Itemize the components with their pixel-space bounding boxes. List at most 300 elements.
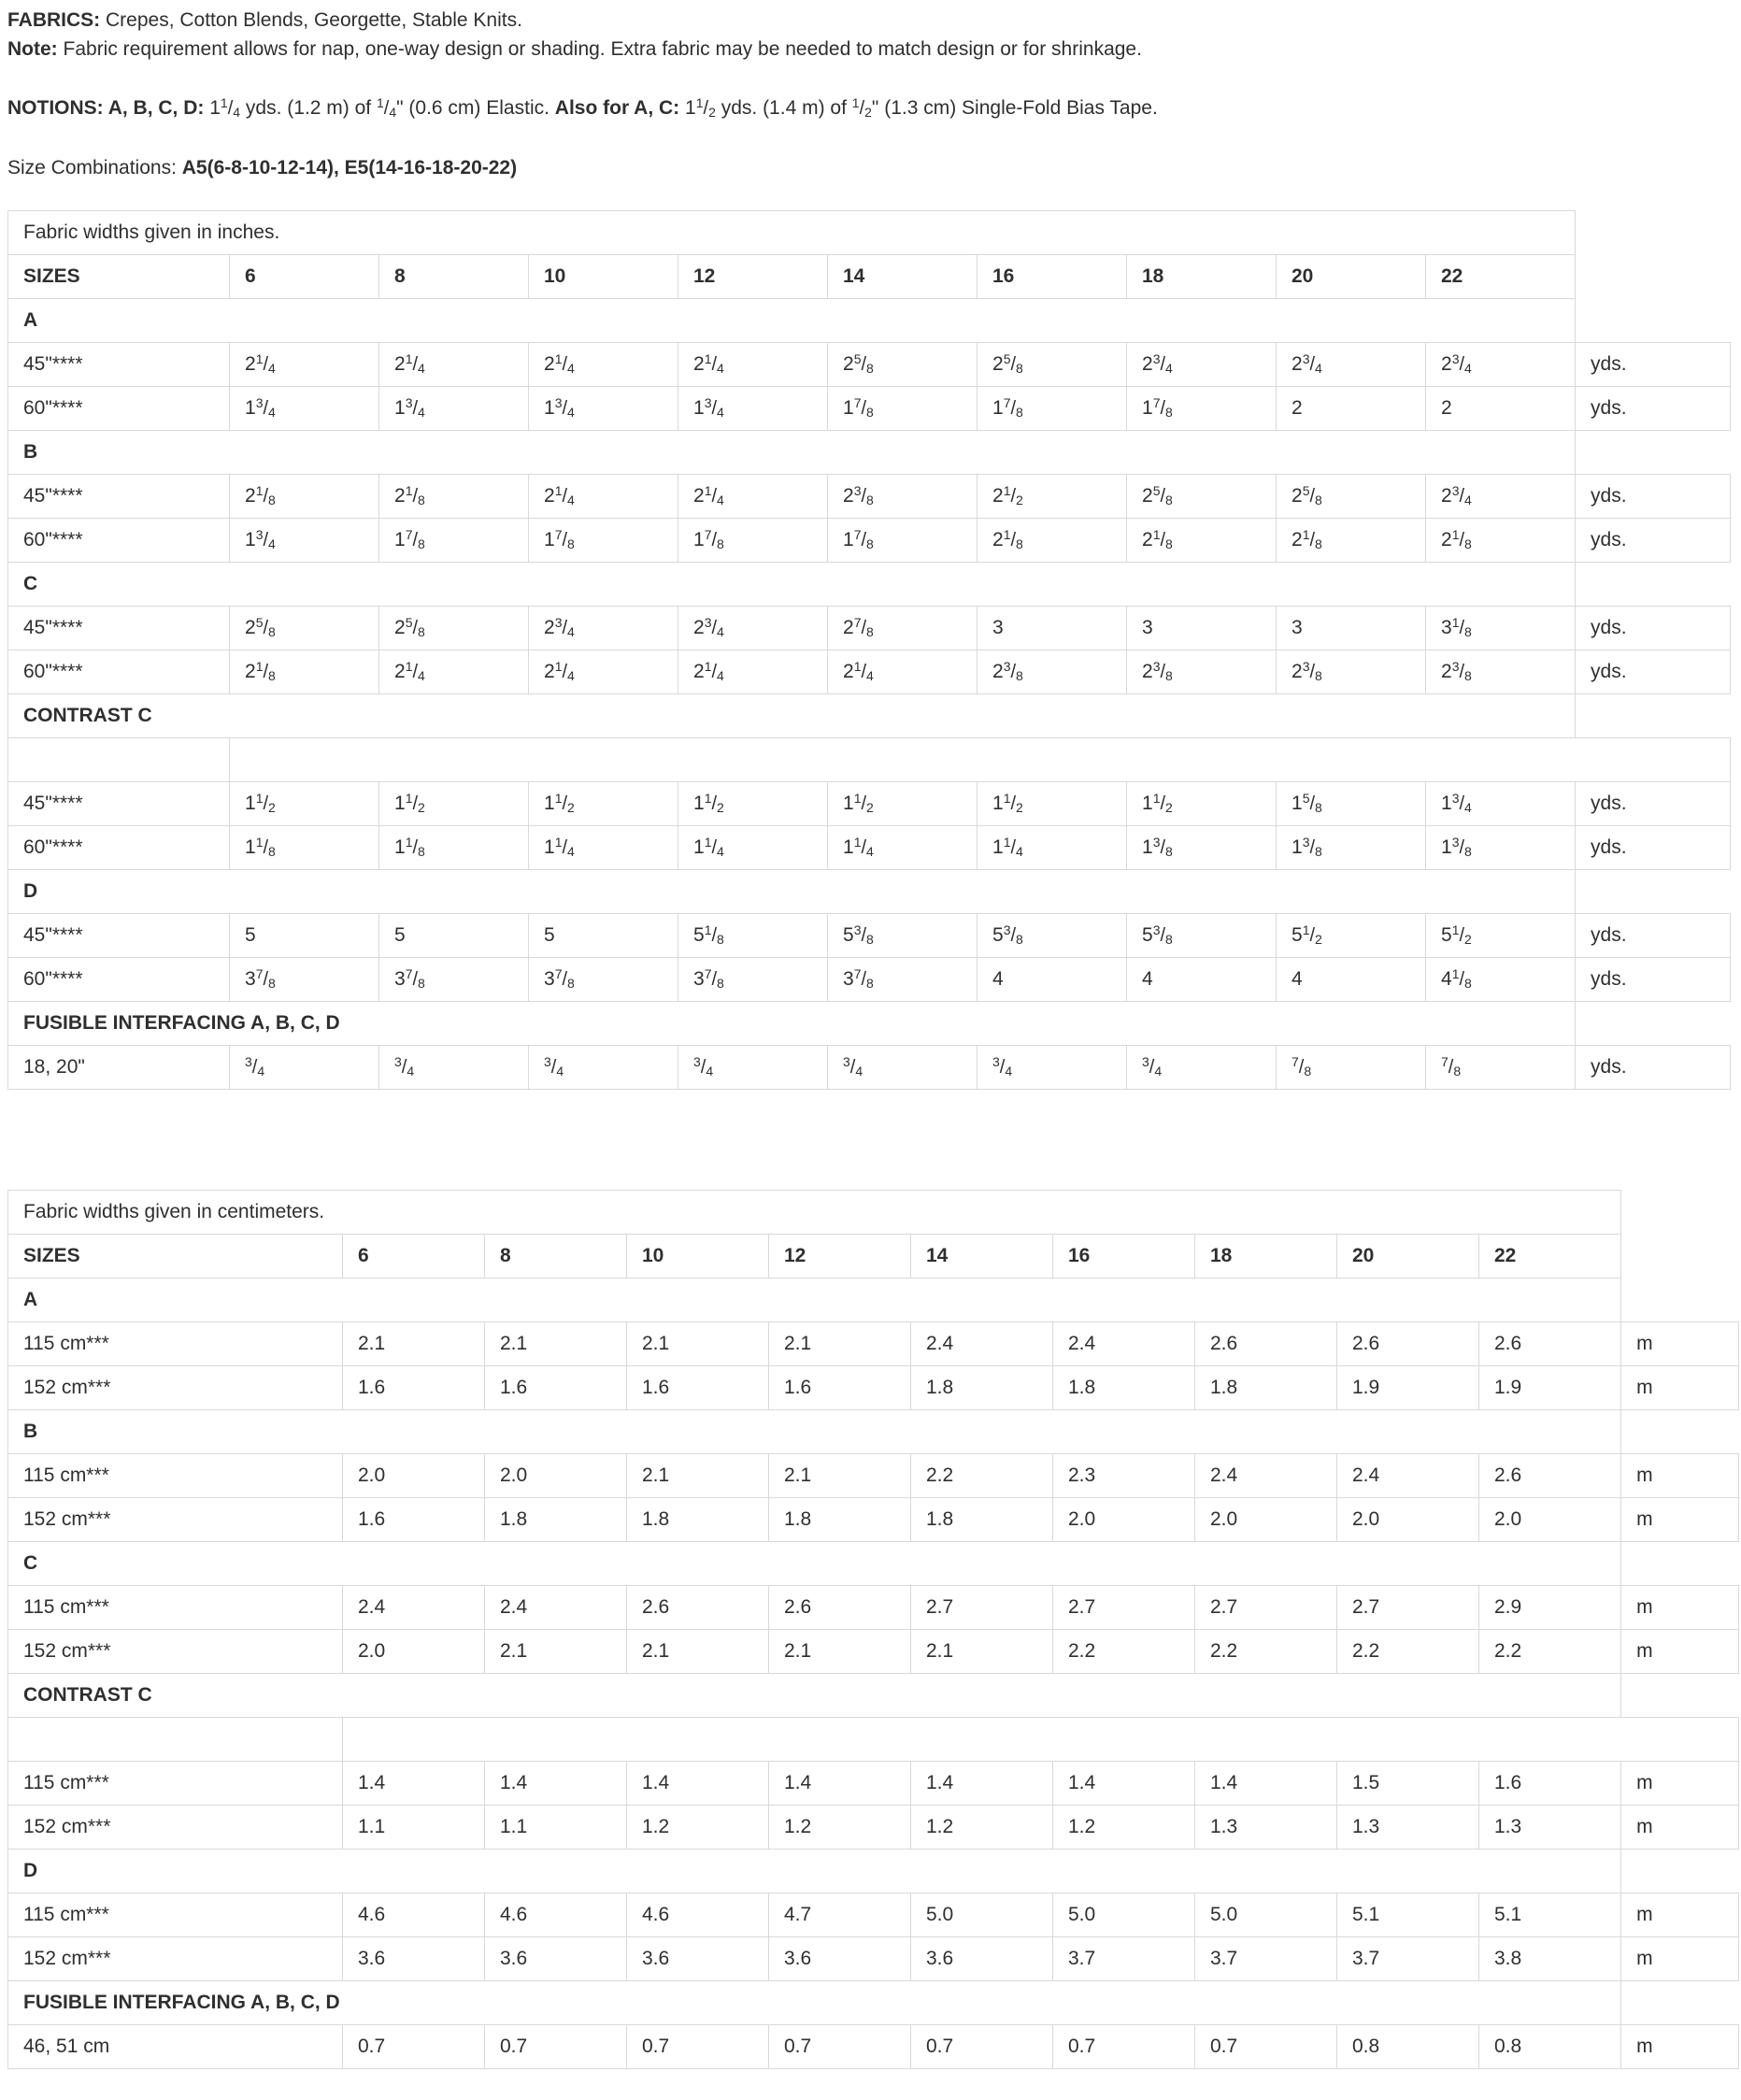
view-section-title: D: [8, 870, 1576, 914]
yardage-value: 2.4: [911, 1322, 1053, 1366]
unit-label: yds.: [1576, 826, 1731, 870]
yardage-value: $1^3/_4$: [529, 387, 678, 431]
yardage-value: 0.7: [769, 2025, 911, 2069]
fabric-width-row: [8, 343, 1731, 387]
fabric-width-label: 46, 51 cm: [8, 2025, 343, 2069]
view-section-row: [8, 1850, 1739, 1893]
yardage-value: $1^1/_2$: [678, 782, 828, 826]
view-section-title: B: [8, 431, 1576, 475]
yardage-value: 1.6: [485, 1366, 627, 1410]
yardage-value: 1.4: [343, 1762, 485, 1806]
yardage-value: 1.8: [911, 1498, 1053, 1542]
spacer-row: [8, 1718, 1739, 1762]
fabric-width-row: [8, 387, 1731, 431]
yardage-value: $1^1/_2$: [230, 782, 379, 826]
yardage-value: $2^7/_8$: [828, 607, 978, 650]
empty-cell: [1621, 1191, 1739, 1235]
yardage-value: 2: [1277, 387, 1426, 431]
yardage-value: $1^1/_2$: [828, 782, 978, 826]
empty-cell: [1621, 1235, 1739, 1279]
yardage-value: 1.3: [1337, 1806, 1479, 1850]
fabric-width-label: 60"****: [8, 650, 230, 694]
yardage-value: $1^7/_8$: [828, 519, 978, 563]
yardage-value: 4.7: [769, 1893, 911, 1937]
yardage-value: 0.8: [1479, 2025, 1621, 2069]
view-section-title: CONTRAST C: [8, 694, 1576, 738]
yardage-value: 3: [978, 607, 1127, 650]
empty-cell: [1621, 1674, 1739, 1718]
intro-text: [0, 0, 1741, 182]
yardage-value: $3^1/_8$: [1426, 607, 1576, 650]
fabric-width-label: 152 cm***: [8, 1630, 343, 1674]
yardage-value: $5^1/_8$: [678, 914, 828, 958]
spacer-cell: [343, 1718, 1739, 1762]
yardage-value: $2^3/_8$: [978, 650, 1127, 694]
yardage-value: $1^7/_8$: [678, 519, 828, 563]
yardage-value: $2^5/_8$: [230, 607, 379, 650]
yardage-value: 3.7: [1195, 1937, 1337, 1981]
yardage-value: 1.2: [911, 1806, 1053, 1850]
empty-cell: [1621, 1542, 1739, 1586]
yardage-value: $2^1/_8$: [230, 650, 379, 694]
yardage-value: 2.6: [1337, 1322, 1479, 1366]
yardage-value: $1^3/_4$: [379, 387, 529, 431]
size-header-cell: 22: [1479, 1235, 1621, 1279]
yardage-value: $2^1/_2$: [978, 475, 1127, 519]
yardage-value: $3^7/_8$: [678, 958, 828, 1002]
yardage-value: 3.8: [1479, 1937, 1621, 1981]
fabric-width-row: [8, 650, 1731, 694]
yardage-value: 2.7: [1195, 1586, 1337, 1630]
yardage-value: $1^3/_8$: [1127, 826, 1277, 870]
fabric-width-row: [8, 2025, 1739, 2069]
yardage-value: $1^3/_8$: [1426, 826, 1576, 870]
yardage-value: 1.8: [1053, 1366, 1195, 1410]
yardage-value: 3: [1127, 607, 1277, 650]
yardage-value: $^7/_8$: [1277, 1046, 1426, 1090]
sizes-header-row: [8, 1235, 1739, 1279]
spacer-cell: [8, 738, 230, 782]
yardage-value: 2.1: [627, 1454, 769, 1498]
unit-label: yds.: [1576, 1046, 1731, 1090]
empty-cell: [1621, 1981, 1739, 2025]
view-section-row: [8, 1410, 1739, 1454]
yardage-value: $1^1/_8$: [379, 826, 529, 870]
yardage-value: 2.7: [911, 1586, 1053, 1630]
yardage-value: 2.6: [769, 1586, 911, 1630]
size-header-cell: 14: [911, 1235, 1053, 1279]
yardage-value: $1^3/_4$: [1426, 782, 1576, 826]
yardage-value: 5.0: [911, 1893, 1053, 1937]
yardage-value: 0.7: [485, 2025, 627, 2069]
view-section-row: [8, 1981, 1739, 2025]
yardage-value: 1.4: [911, 1762, 1053, 1806]
also-size: " (1.3 cm) Single-Fold Bias Tape.: [871, 97, 1158, 119]
fabric-width-row: [8, 1762, 1739, 1806]
yardage-value: $2^1/_4$: [678, 650, 828, 694]
yardage-value: 2.1: [627, 1322, 769, 1366]
yardage-value: 3.6: [769, 1937, 911, 1981]
yardage-value: 2.0: [1337, 1498, 1479, 1542]
yardage-value: 1.9: [1479, 1366, 1621, 1410]
yardage-value: 2.1: [911, 1630, 1053, 1674]
view-section-title: FUSIBLE INTERFACING A, B, C, D: [8, 1981, 1621, 2025]
yardage-value: 2: [1426, 387, 1576, 431]
yardage-value: 2.0: [1479, 1498, 1621, 1542]
yardage-value: 5.1: [1479, 1893, 1621, 1937]
fabric-width-label: 115 cm***: [8, 1454, 343, 1498]
yardage-value: $^3/_4$: [1127, 1046, 1277, 1090]
yardage-value: $1^1/_4$: [828, 826, 978, 870]
fabric-width-row: [8, 1046, 1731, 1090]
empty-cell: [1576, 299, 1731, 343]
yardage-value: $1^1/_8$: [230, 826, 379, 870]
fabric-width-label: 45"****: [8, 782, 230, 826]
fabric-width-label: 60"****: [8, 519, 230, 563]
size-header-cell: 6: [230, 255, 379, 299]
fabric-width-label: 60"****: [8, 826, 230, 870]
note-text: Fabric requirement allows for nap, one-way design or shading. Extra fabric may be needed to match design or for shrinkage.: [57, 38, 1142, 60]
fabrics-label: FABRICS:: [7, 9, 101, 31]
yardage-value: $^3/_4$: [828, 1046, 978, 1090]
size-header-cell: 18: [1195, 1235, 1337, 1279]
also-label: Also for A, C:: [554, 97, 680, 119]
yardage-value: 5.1: [1337, 1893, 1479, 1937]
view-section-title: A: [8, 299, 1576, 343]
yardage-value: 1.9: [1337, 1366, 1479, 1410]
yardage-value: 1.6: [769, 1366, 911, 1410]
yardage-value: $2^5/_8$: [828, 343, 978, 387]
yardage-value: $2^3/_4$: [1426, 475, 1576, 519]
yardage-value: $2^1/_4$: [230, 343, 379, 387]
size-header-cell: 10: [627, 1235, 769, 1279]
fabric-width-label: 18, 20": [8, 1046, 230, 1090]
unit-label: yds.: [1576, 475, 1731, 519]
fabric-width-label: 152 cm***: [8, 1366, 343, 1410]
yardage-value: 4: [978, 958, 1127, 1002]
yardage-value: 2.6: [627, 1586, 769, 1630]
size-combinations-line: [7, 153, 1741, 182]
note-label: Note:: [7, 38, 58, 60]
yardage-value: $2^1/_4$: [379, 343, 529, 387]
fabric-width-label: 45"****: [8, 607, 230, 650]
yardage-value: 0.7: [911, 2025, 1053, 2069]
yardage-value: 1.6: [1479, 1762, 1621, 1806]
size-header-cell: 16: [1053, 1235, 1195, 1279]
fabric-width-label: 152 cm***: [8, 1498, 343, 1542]
yardage-value: 1.8: [627, 1498, 769, 1542]
yardage-value: 1.4: [769, 1762, 911, 1806]
yardage-value: $^3/_4$: [379, 1046, 529, 1090]
yardage-value: $2^1/_8$: [1277, 519, 1426, 563]
yardage-value: 2.7: [1053, 1586, 1195, 1630]
yardage-value: 2.0: [343, 1454, 485, 1498]
yardage-value: 3.6: [911, 1937, 1053, 1981]
view-section-row: [8, 431, 1731, 475]
yardage-value: 2.1: [485, 1322, 627, 1366]
yardage-value: $1^7/_8$: [529, 519, 678, 563]
yardage-value: $2^1/_8$: [978, 519, 1127, 563]
yardage-value: $4^1/_8$: [1426, 958, 1576, 1002]
yardage-value: 4.6: [627, 1893, 769, 1937]
yardage-value: 4.6: [485, 1893, 627, 1937]
yardage-value: 1.8: [911, 1366, 1053, 1410]
yardage-value: $1^1/_4$: [529, 826, 678, 870]
unit-label: m: [1621, 1454, 1739, 1498]
size-header-cell: 12: [678, 255, 828, 299]
note-line: [7, 35, 1741, 64]
yardage-value: $3^7/_8$: [230, 958, 379, 1002]
yardage-value: $2^5/_8$: [1277, 475, 1426, 519]
yardage-value: 0.7: [343, 2025, 485, 2069]
yardage-value: 2.4: [343, 1586, 485, 1630]
yardage-value: $1^1/_2$: [379, 782, 529, 826]
yardage-value: $1^1/_2$: [1127, 782, 1277, 826]
fabric-width-label: 60"****: [8, 387, 230, 431]
size-header-cell: 16: [978, 255, 1127, 299]
fabric-width-label: 115 cm***: [8, 1322, 343, 1366]
fabric-width-row: [8, 607, 1731, 650]
yardage-value: 5: [529, 914, 678, 958]
notions-line: NOTIONS: A, B, C, D: $1^1/_4$ yds. (1.2 m) of $^1/_4$" (0.6 cm) Elastic. Also for A, C: $1^1/_2$ yds. (1.4 m) of $^1/_2$" (1.3 cm) Single-Fold Bias Tape.: [7, 95, 1158, 120]
size-header-cell: 22: [1426, 255, 1576, 299]
size-header-cell: 18: [1127, 255, 1277, 299]
yardage-value: $5^1/_2$: [1277, 914, 1426, 958]
yardage-value: $2^5/_8$: [1127, 475, 1277, 519]
yardage-value: 1.4: [1053, 1762, 1195, 1806]
yardage-value: 2.1: [485, 1630, 627, 1674]
unit-label: m: [1621, 2025, 1739, 2069]
unit-label: yds.: [1576, 958, 1731, 1002]
fabric-width-row: [8, 1937, 1739, 1981]
view-section-row: [8, 870, 1731, 914]
notions-elastic-size: " (0.6 cm) Elastic.: [396, 97, 549, 119]
view-section-title: C: [8, 1542, 1621, 1586]
yardage-value: $2^1/_8$: [1127, 519, 1277, 563]
empty-cell: [1621, 1850, 1739, 1893]
fabric-width-row: [8, 1322, 1739, 1366]
yardage-value: $1^1/_4$: [978, 826, 1127, 870]
fabric-width-label: 115 cm***: [8, 1762, 343, 1806]
size-header-cell: 14: [828, 255, 978, 299]
unit-label: yds.: [1576, 607, 1731, 650]
size-combinations-label: Size Combinations:: [7, 157, 182, 179]
yardage-value: 5.0: [1195, 1893, 1337, 1937]
fabric-width-label: 152 cm***: [8, 1937, 343, 1981]
yardage-value: $2^3/_8$: [1277, 650, 1426, 694]
sizes-label: SIZES: [8, 1235, 343, 1279]
yardage-value: $1^1/_2$: [978, 782, 1127, 826]
yardage-value: 2.1: [769, 1322, 911, 1366]
empty-cell: [1576, 431, 1731, 475]
yardage-value: $2^1/_4$: [828, 650, 978, 694]
yardage-value: $2^1/_4$: [678, 475, 828, 519]
yardage-table-centimeters: [7, 1190, 1739, 2069]
yardage-value: 3.6: [343, 1937, 485, 1981]
fabric-width-label: 45"****: [8, 475, 230, 519]
yardage-value: $3^7/_8$: [379, 958, 529, 1002]
table-caption: Fabric widths given in centimeters.: [8, 1191, 1621, 1235]
fabric-width-row: [8, 475, 1731, 519]
fabric-width-row: [8, 1454, 1739, 1498]
yardage-value: 2.1: [769, 1630, 911, 1674]
fabric-width-label: 152 cm***: [8, 1806, 343, 1850]
fabric-width-row: [8, 1806, 1739, 1850]
unit-label: m: [1621, 1586, 1739, 1630]
yardage-value: $3^7/_8$: [828, 958, 978, 1002]
size-header-cell: 6: [343, 1235, 485, 1279]
unit-label: m: [1621, 1498, 1739, 1542]
yardage-value: $2^5/_8$: [379, 607, 529, 650]
yardage-value: 2.9: [1479, 1586, 1621, 1630]
yardage-value: $5^3/_8$: [1127, 914, 1277, 958]
yardage-value: 4.6: [343, 1893, 485, 1937]
yardage-value: $2^3/_4$: [529, 607, 678, 650]
size-combinations-value: A5(6-8-10-12-14), E5(14-16-18-20-22): [181, 157, 518, 179]
fabric-width-row: [8, 914, 1731, 958]
yardage-value: $2^5/_8$: [978, 343, 1127, 387]
yardage-value: $3^7/_8$: [529, 958, 678, 1002]
caption-row: [8, 211, 1731, 255]
sizes-label: SIZES: [8, 255, 230, 299]
yardage-value: $^3/_4$: [529, 1046, 678, 1090]
unit-label: m: [1621, 1322, 1739, 1366]
fabric-width-row: [8, 826, 1731, 870]
yardage-value: 3.6: [627, 1937, 769, 1981]
yardage-value: $1^7/_8$: [1127, 387, 1277, 431]
yardage-value: 2.4: [1053, 1322, 1195, 1366]
yardage-value: $1^1/_4$: [678, 826, 828, 870]
yardage-value: $1^3/_8$: [1277, 826, 1426, 870]
size-header-cell: 8: [379, 255, 529, 299]
empty-cell: [1576, 1002, 1731, 1046]
yardage-value: 2.4: [1195, 1454, 1337, 1498]
yardage-value: 5: [379, 914, 529, 958]
view-section-title: A: [8, 1279, 1621, 1322]
yardage-value: 2.2: [1337, 1630, 1479, 1674]
yardage-value: $2^3/_4$: [1277, 343, 1426, 387]
yardage-value: 2.2: [1479, 1630, 1621, 1674]
yardage-value: 1.6: [627, 1366, 769, 1410]
sizes-header-row: [8, 255, 1731, 299]
yardage-value: 0.7: [627, 2025, 769, 2069]
yardage-value: $2^1/_8$: [379, 475, 529, 519]
yardage-value: 1.8: [485, 1498, 627, 1542]
notions-label: NOTIONS: A, B, C, D:: [7, 97, 205, 119]
yardage-value: 2.6: [1479, 1322, 1621, 1366]
view-section-row: [8, 1279, 1739, 1322]
yardage-value: 2.6: [1479, 1454, 1621, 1498]
unit-label: yds.: [1576, 650, 1731, 694]
yardage-value: 2.0: [1195, 1498, 1337, 1542]
view-section-title: B: [8, 1410, 1621, 1454]
unit-label: m: [1621, 1806, 1739, 1850]
yardage-value: 0.8: [1337, 2025, 1479, 2069]
view-section-row: [8, 1002, 1731, 1046]
unit-label: m: [1621, 1762, 1739, 1806]
yardage-value: 1.1: [343, 1806, 485, 1850]
yardage-value: $1^7/_8$: [379, 519, 529, 563]
size-header-cell: 20: [1337, 1235, 1479, 1279]
yardage-value: 3.7: [1053, 1937, 1195, 1981]
yardage-value: $2^3/_4$: [678, 607, 828, 650]
yardage-table-inches: [7, 210, 1731, 1090]
fabric-width-row: [8, 958, 1731, 1002]
yardage-value: 1.3: [1195, 1806, 1337, 1850]
fabric-width-row: [8, 1586, 1739, 1630]
yardage-value: 2.2: [1195, 1630, 1337, 1674]
spacer-row: [8, 738, 1731, 782]
view-section-title: D: [8, 1850, 1621, 1893]
unit-label: m: [1621, 1630, 1739, 1674]
unit-label: yds.: [1576, 782, 1731, 826]
yardage-value: 2.2: [1053, 1630, 1195, 1674]
unit-label: yds.: [1576, 519, 1731, 563]
yardage-value: $2^1/_4$: [529, 343, 678, 387]
yardage-value: 1.6: [343, 1366, 485, 1410]
yardage-value: $^7/_8$: [1426, 1046, 1576, 1090]
yardage-value: $2^3/_8$: [828, 475, 978, 519]
fabric-width-row: [8, 1893, 1739, 1937]
empty-cell: [1621, 1279, 1739, 1322]
yardage-value: $5^3/_8$: [978, 914, 1127, 958]
unit-label: yds.: [1576, 343, 1731, 387]
caption-row: [8, 1191, 1739, 1235]
yardage-value: $2^3/_8$: [1127, 650, 1277, 694]
yardage-value: $1^3/_4$: [230, 519, 379, 563]
yardage-value: $2^1/_4$: [678, 343, 828, 387]
yardage-value: 4: [1277, 958, 1426, 1002]
unit-label: m: [1621, 1937, 1739, 1981]
unit-label: m: [1621, 1893, 1739, 1937]
yardage-value: 2.3: [1053, 1454, 1195, 1498]
yardage-value: $1^7/_8$: [828, 387, 978, 431]
yardage-value: 2.7: [1337, 1586, 1479, 1630]
yardage-value: $2^1/_8$: [230, 475, 379, 519]
fabric-width-label: 45"****: [8, 914, 230, 958]
empty-cell: [1621, 1410, 1739, 1454]
table-caption: Fabric widths given in inches.: [8, 211, 1576, 255]
yardage-value: 1.4: [485, 1762, 627, 1806]
fabrics-text: Crepes, Cotton Blends, Georgette, Stable Knits.: [100, 9, 522, 31]
yardage-value: $2^1/_4$: [529, 650, 678, 694]
yardage-value: $^3/_4$: [230, 1046, 379, 1090]
yardage-value: $1^3/_4$: [678, 387, 828, 431]
spacer-cell: [8, 1718, 343, 1762]
yardage-value: $^3/_4$: [678, 1046, 828, 1090]
size-header-cell: 8: [485, 1235, 627, 1279]
yardage-value: 1.2: [627, 1806, 769, 1850]
notions-elastic-text: yds. (1.2 m) of: [245, 97, 372, 119]
empty-cell: [1576, 563, 1731, 607]
yardage-value: 1.2: [1053, 1806, 1195, 1850]
yardage-value: 2.1: [627, 1630, 769, 1674]
size-header-cell: 10: [529, 255, 678, 299]
yardage-value: 2.2: [911, 1454, 1053, 1498]
view-section-row: [8, 563, 1731, 607]
unit-label: m: [1621, 1366, 1739, 1410]
yardage-value: 3.6: [485, 1937, 627, 1981]
view-section-title: C: [8, 563, 1576, 607]
yardage-value: 2.0: [485, 1454, 627, 1498]
yardage-value: 3.7: [1337, 1937, 1479, 1981]
yardage-value: 2.6: [1195, 1322, 1337, 1366]
yardage-value: $2^1/_4$: [379, 650, 529, 694]
empty-cell: [1576, 870, 1731, 914]
yardage-value: $1^3/_4$: [230, 387, 379, 431]
yardage-value: $2^1/_4$: [529, 475, 678, 519]
yardage-value: $2^3/_4$: [1426, 343, 1576, 387]
